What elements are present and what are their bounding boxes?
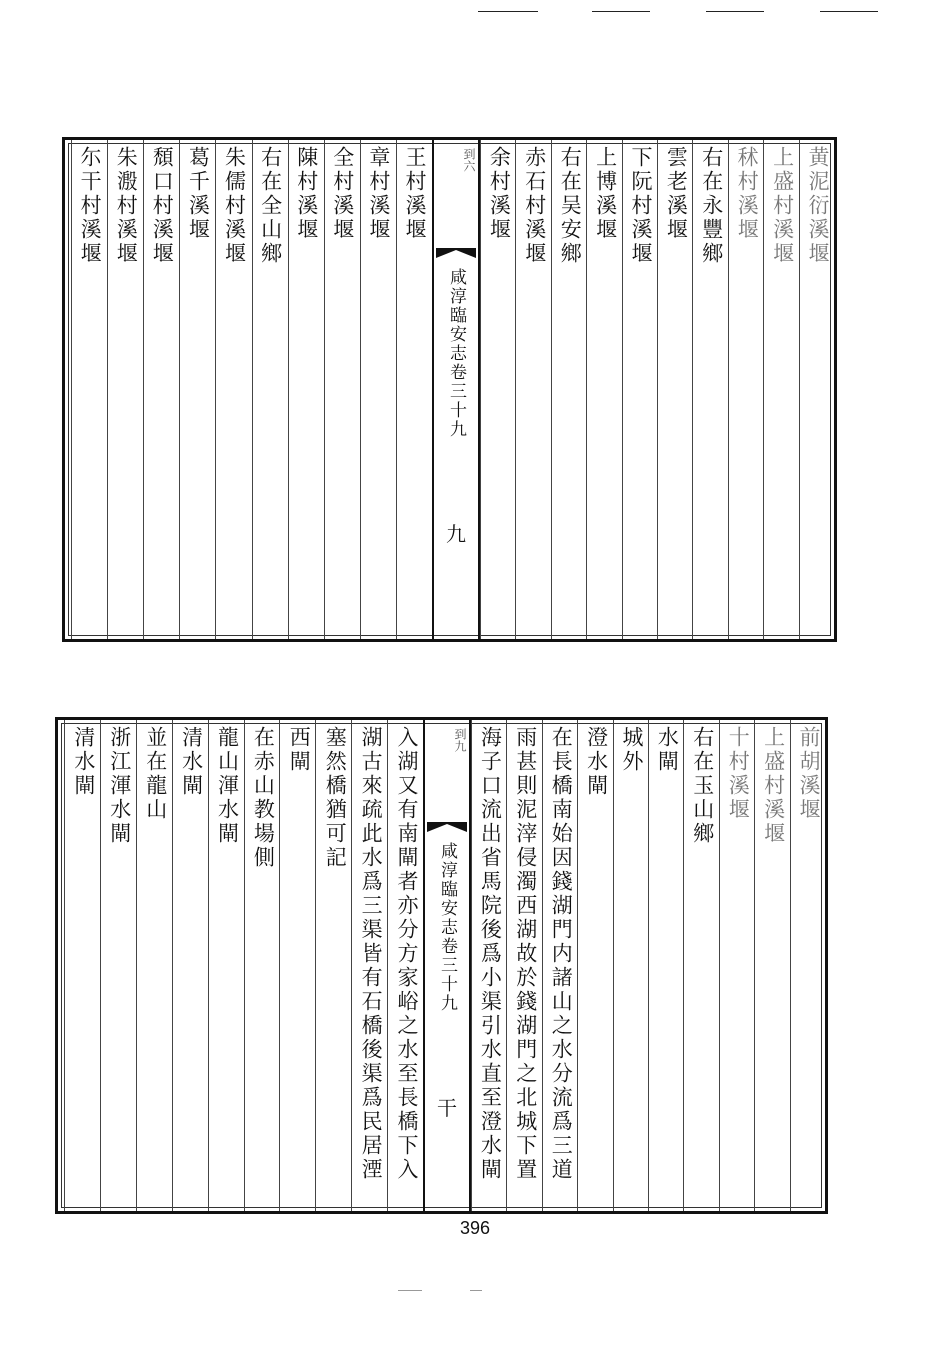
text-column: [586, 140, 622, 639]
column-text: 頹口村溪堰: [150, 146, 175, 266]
column-text: 塞然橋猶可記: [323, 726, 348, 870]
column-text: 陳村溪堰: [294, 146, 319, 242]
column-text: 西閘: [287, 726, 312, 774]
column-text: 水閘: [655, 726, 680, 774]
column-text: 尓干村溪堰: [78, 146, 103, 266]
column-text: 浙江渾水閘: [107, 726, 132, 846]
text-column: [172, 720, 209, 1211]
bottom-band-title: 咸淳臨安志卷三十九: [437, 842, 457, 1013]
column-text: 朱儒村溪堰: [222, 146, 247, 266]
text-column: [790, 720, 826, 1211]
text-column: [396, 140, 433, 639]
text-column: [215, 140, 252, 639]
text-column: [719, 720, 755, 1211]
top-band-mark: 到六: [462, 148, 476, 172]
column-text: 清水閘: [71, 726, 96, 798]
column-text: 右在吴安鄉: [558, 146, 583, 266]
top-band-number: 九: [446, 522, 466, 546]
column-text: 並在龍山: [143, 726, 168, 822]
column-text: 赤石村溪堰: [522, 146, 547, 266]
column-text: 清水閘: [179, 726, 204, 798]
column-text: 上博溪堰: [593, 146, 618, 242]
top-rule: [820, 11, 878, 12]
bottom-band-number: 干: [437, 1096, 457, 1120]
text-column: [683, 720, 719, 1211]
bottom-band-mark: 到九: [453, 728, 467, 752]
text-column: [315, 720, 352, 1211]
column-text: 前胡溪堰: [796, 726, 821, 822]
column-text: 湖古來疏此水爲三渠皆有石橋後渠爲民居湮: [359, 726, 384, 1182]
text-column: [71, 140, 108, 639]
text-column: [515, 140, 551, 639]
text-column: [252, 140, 289, 639]
top-rule: [706, 11, 764, 12]
text-column: [136, 720, 173, 1211]
column-text: 十村溪堰: [726, 726, 751, 822]
column-text: 在赤山教場側: [251, 726, 276, 870]
text-column: [64, 720, 101, 1211]
column-text: 下阮村溪堰: [628, 146, 653, 266]
text-column: [551, 140, 587, 639]
text-column: [279, 720, 316, 1211]
text-column: [360, 140, 397, 639]
column-text: 余村溪堰: [487, 146, 512, 242]
text-column: [577, 720, 613, 1211]
text-column: [208, 720, 245, 1211]
text-column: [244, 720, 281, 1211]
text-column: [754, 720, 790, 1211]
column-text: 秫村溪堰: [735, 146, 760, 242]
column-text: 上盛村溪堰: [770, 146, 795, 266]
column-text: 右在全山鄉: [258, 146, 283, 266]
text-column: [763, 140, 799, 639]
top-page-panel: [62, 137, 837, 642]
top-band-title: 咸淳臨安志卷三十九: [446, 268, 466, 439]
column-text: 王村溪堰: [402, 146, 427, 242]
bottom-center-band: [423, 720, 471, 1211]
fish-tail-icon: [427, 822, 467, 832]
column-text: 黄泥衍溪堰: [805, 146, 830, 266]
column-text: 雲老溪堰: [664, 146, 689, 242]
column-text: 右在玉山鄉: [690, 726, 715, 846]
column-text: 龍山渾水閘: [215, 726, 240, 846]
text-column: [542, 720, 578, 1211]
text-column: [471, 720, 507, 1211]
column-text: 葛千溪堰: [186, 146, 211, 242]
column-text: 澄水閘: [584, 726, 609, 798]
text-column: [387, 720, 424, 1211]
text-column: [143, 140, 180, 639]
text-column: [324, 140, 361, 639]
bottom-dash: [470, 1290, 482, 1291]
text-column: [100, 720, 137, 1211]
text-column: [351, 720, 388, 1211]
column-text: 章村溪堰: [366, 146, 391, 242]
column-text: 全村溪堰: [330, 146, 355, 242]
text-column: [692, 140, 728, 639]
text-column: [613, 720, 649, 1211]
text-column: [107, 140, 144, 639]
top-center-band: [432, 140, 480, 639]
fish-tail-icon: [436, 248, 476, 258]
column-text: 在長橋南始因錢湖門内諸山之水分流爲三道: [549, 726, 574, 1182]
text-column: [506, 720, 542, 1211]
bottom-dash: [398, 1290, 422, 1291]
bottom-page-panel: [55, 717, 828, 1214]
column-text: 右在永豐鄉: [699, 146, 724, 266]
text-column: [799, 140, 835, 639]
column-text: 朱溵村溪堰: [114, 146, 139, 266]
top-rule: [478, 11, 538, 12]
text-column: [288, 140, 325, 639]
text-column: [480, 140, 516, 639]
column-text: 入湖又有南閘者亦分方家峪之水至長橋下入: [394, 726, 419, 1182]
text-column: [622, 140, 658, 639]
text-column: [179, 140, 216, 639]
text-column: [657, 140, 693, 639]
column-text: 上盛村溪堰: [761, 726, 786, 846]
text-column: [728, 140, 764, 639]
page-number: 396: [459, 1218, 491, 1238]
column-text: 城外: [619, 726, 644, 774]
text-column: [648, 720, 684, 1211]
top-rule: [592, 11, 650, 12]
column-text: 雨甚則泥滓侵濁西湖故於錢湖門之北城下置: [513, 726, 538, 1182]
column-text: 海子口流出省馬院後爲小渠引水直至澄水閘: [478, 726, 503, 1182]
